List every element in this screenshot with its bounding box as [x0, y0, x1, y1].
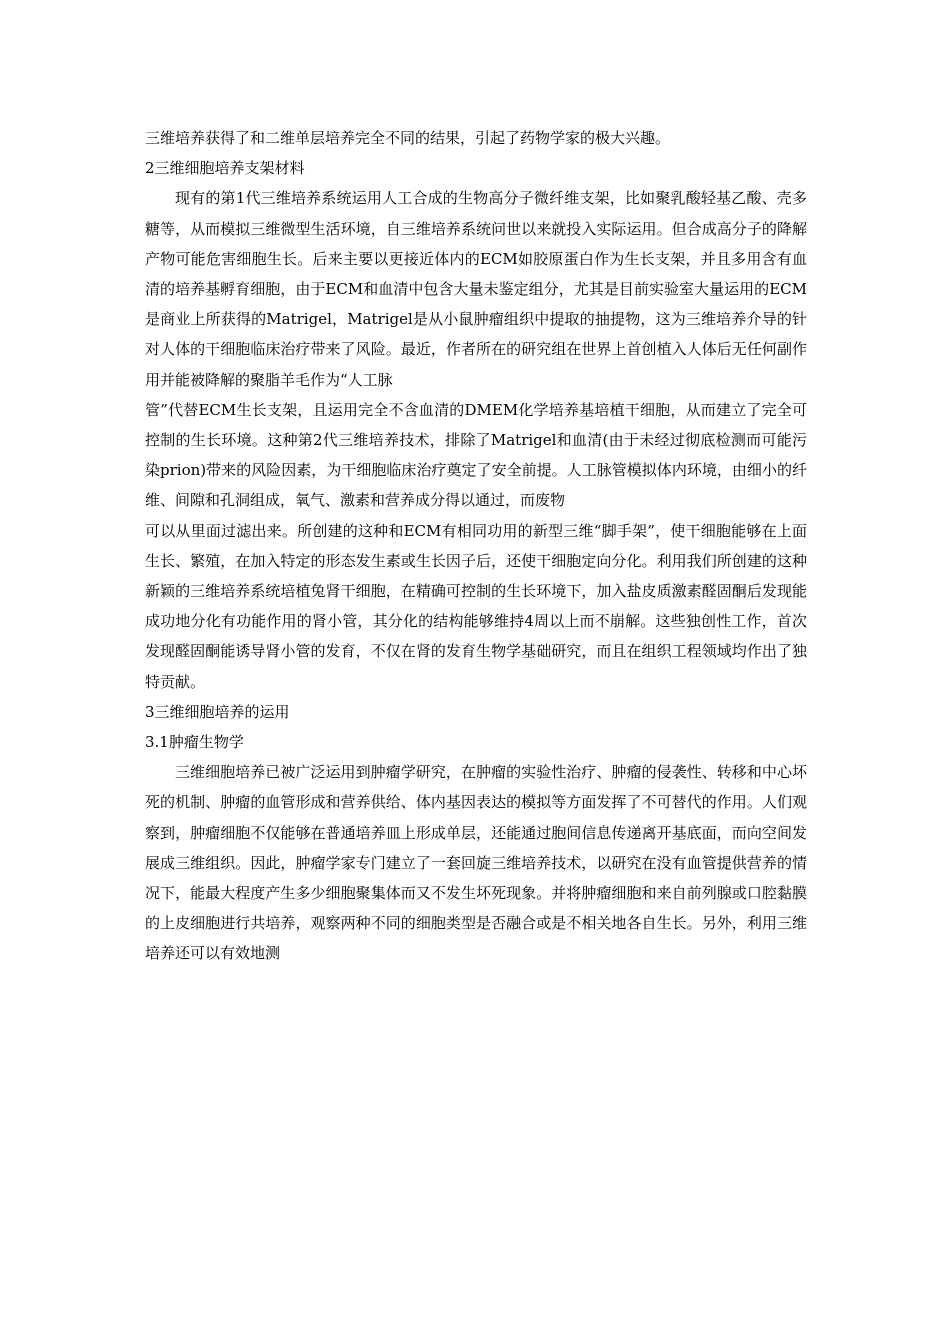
- document-body: [145, 123, 807, 969]
- body-paragraph: 三维细胞培养已被广泛运用到肿瘤学研究，在肿瘤的实验性治疗、肿瘤的侵袭性、转移和中心坏死的机制、肿瘤的血管形成和营养供给、体内基因表达的模拟等方面发挥了不可替代的作用。人们观察到，肿瘤细胞不仅能够在普通培养皿上形成单层，还能通过胞间信息传递离开基底面，而向空间发展成三维组织。因此，肿瘤学家专门建立了一套回旋三维培养技术，以研究在没有血管提供营养的情况下，能最大程度产生多少细胞聚集体而又不发生坏死现象。并将肿瘤细胞和来自前列腺或口腔黏膜的上皮细胞进行共培养，观察两种不同的细胞类型是否融合或是不相关地各自生长。另外，利用三维培养还可以有效地测: [145, 763, 807, 963]
- section-heading: 3三维细胞培养的运用: [145, 702, 290, 721]
- body-paragraph: 可以从里面过滤出来。所创建的这种和ECM有相同功用的新型三维“脚手架”，使干细胞能够在上面生长、繁殖，在加入特定的形态发生素或生长因子后，还使干细胞定向分化。利用我们所创建的这种新颖的三维培养系统培植兔肾干细胞，在精确可控制的生长环境下，加入盐皮质激素醛固酮后发现能成功地分化有功能作用的肾小管，其分化的结构能够维持4周以上而不崩解。这些独创性工作，首次发现醛固酮能诱导肾小管的发育，不仅在肾的发育生物学基础研究，而且在组织工程领域均作出了独特贡献。: [145, 521, 807, 691]
- section-heading: 2三维细胞培养支架材料: [145, 159, 305, 178]
- body-paragraph: 管”代替ECM生长支架，且运用完全不含血清的DMEM化学培养基培植干细胞，从而建立了完全可控制的生长环境。这种第2代三维培养技术，排除了Matrigel和血清(由于未经过彻底检测而可能污染prion)带来的风险因素，为干细胞临床治疗奠定了安全前提。人工脉管模拟体内环境，由细小的纤维、间隙和孔洞组成，氧气、激素和营养成分得以通过，而废物: [145, 400, 807, 510]
- subsection-heading: 3.1肿瘤生物学: [145, 733, 244, 752]
- body-paragraph: 三维培养获得了和二维单层培养完全不同的结果，引起了药物学家的极大兴趣。: [145, 129, 671, 147]
- body-paragraph: 现有的第1代三维培养系统运用人工合成的生物高分子微纤维支架，比如聚乳酸轻基乙酸、壳多糖等，从而模拟三维微型生活环境，自三维培养系统问世以来就投入实际运用。但合成高分子的降解产物可能危害细胞生长。后来主要以更接近体内的ECM如胶原蛋白作为生长支架，并且多用含有血清的培养基孵育细胞，由于ECM和血清中包含大量未鉴定组分，尤其是目前实验室大量运用的ECM是商业上所获得的Matrigel，Matrigel是从小鼠肿瘤组织中提取的抽提物，这为三维培养介导的针对人体的干细胞临床治疗带来了风险。最近，作者所在的研究组在世界上首创植入人体后无任何副作用并能被降解的聚脂羊毛作为“人工脉: [145, 189, 807, 389]
